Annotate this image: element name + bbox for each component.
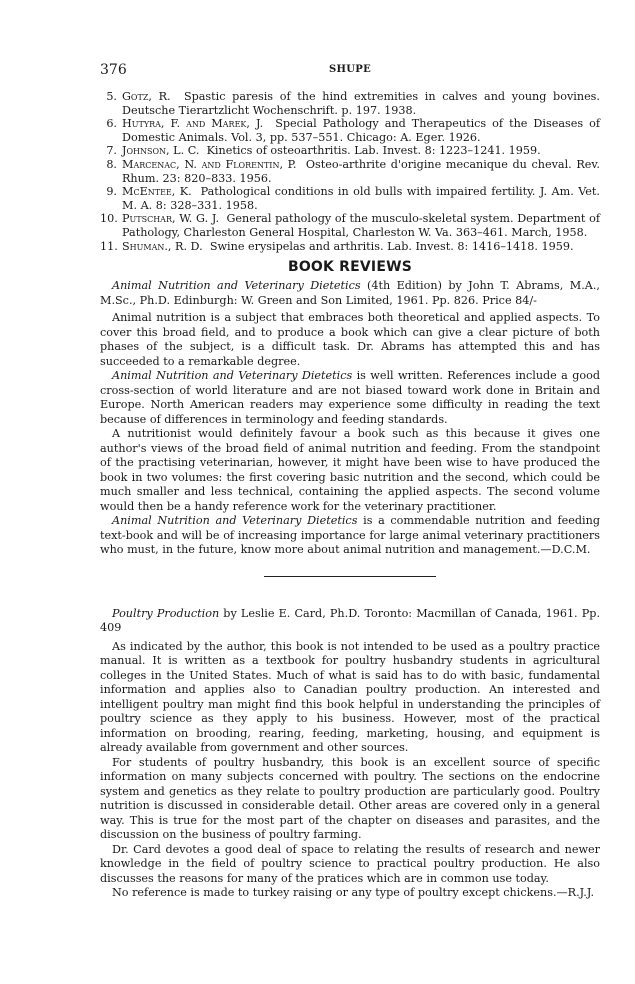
citation-details: by Leslie E. Card, Ph.D. Toronto: Macmillan of Canada, 1961. Pp. 409	[100, 606, 600, 635]
reference-text: Kinetics of osteoarthritis. Lab. Invest. 8: 1223–1241. 1959.	[206, 144, 541, 158]
review-poultry-production	[100, 607, 600, 901]
paragraph-text: A nutritionist would definitely favour a book such as this because it gives one author's views of the broad field of animal nutrition and feeding. From the standpoint of the practising veterinarian, however, it might have been wise to have produced the book in two volumes: the first covering basic nutrition and the second, which could be much smaller and less technical, containing the applied aspects. The second volume would then be a handy reference work for the veterinary practitioner.	[100, 427, 600, 513]
review-paragraph	[100, 756, 600, 843]
paragraph-text: is a commendable nutrition and feeding text-book and will be of increasing importance for large animal veterinary practitioners who must, in the future, know more about animal nutrition and management.—D.C.M.	[100, 514, 600, 557]
reference-text: General pathology of the musculo-skeletal system. Department of Pathology, Charleston General Hospital, Charleston W. Va. 363–461. March, 1958.	[122, 212, 600, 239]
page-number: 376	[100, 62, 127, 78]
reference-item	[100, 90, 600, 117]
review-paragraph	[100, 640, 600, 756]
citation-details: (4th Edition) by John T. Abrams, M.A., M.Sc., Ph.D. Edinburgh: W. Green and Son Limited, 1961. Pp. 826. Price 84/-	[100, 279, 600, 307]
reference-authors: Marcenac, N. and Florentin, P.	[122, 157, 297, 171]
reference-text: Pathological conditions in old bulls with impaired fertility. J. Am. Vet. M. A. 8: 328–331. 1958.	[122, 185, 600, 212]
reference-authors: Shuman., R. D.	[122, 239, 203, 253]
reference-text: Special Pathology and Therapeutics of the Diseases of Domestic Animals. Vol. 3, pp. 537–551. Chicago: A. Eger. 1926.	[122, 117, 601, 144]
paragraph-text: Dr. Card devotes a good deal of space to relating the results of research and newer knowledge in the field of poultry science to practical poultry production. He also discusses the reasons for many of the pratices which are in common use today.	[100, 842, 600, 885]
reference-number: 8.	[106, 157, 117, 171]
reference-number: 10.	[100, 212, 118, 226]
section-title: BOOK REVIEWS	[287, 259, 413, 276]
review-paragraph	[100, 311, 600, 369]
review-paragraph	[100, 886, 600, 901]
reference-text: Osteo-arthrite d'origine mecanique du cheval. Rev. Rhum. 23: 820–833. 1956.	[122, 157, 600, 185]
review-citation	[100, 279, 600, 308]
reference-item	[100, 240, 600, 254]
reference-authors: McEntee, K.	[122, 185, 192, 199]
reference-item	[100, 212, 600, 239]
reference-authors: Johnson, L. C.	[122, 144, 200, 158]
review-paragraph	[100, 843, 600, 887]
running-head	[100, 62, 600, 82]
reference-number: 11.	[100, 239, 118, 253]
reference-text: Swine erysipelas and arthritis. Lab. Invest. 8: 1416–1418. 1959.	[209, 239, 574, 253]
reference-item	[100, 185, 600, 212]
reference-number: 5.	[106, 90, 117, 103]
reference-item	[100, 117, 600, 144]
paragraph-text: No reference is made to turkey raising or any type of poultry except chickens.—R.J.J.	[112, 886, 595, 900]
running-title: SHUPE	[328, 64, 372, 75]
review-animal-nutrition	[100, 279, 600, 558]
review-paragraph	[100, 427, 600, 514]
section-divider	[264, 576, 436, 577]
review-paragraph	[100, 369, 600, 427]
reference-text: Spastic paresis of the hind extremities in calves and young bovines. Deutsche Tierartzlicht Wochenschrift. p. 197. 1938.	[122, 90, 600, 117]
book-title: Poultry Production	[112, 606, 220, 620]
book-title: Animal Nutrition and Veterinary Dietetics	[112, 279, 361, 293]
reference-number: 9.	[106, 185, 117, 199]
reference-list	[100, 90, 600, 253]
reference-item	[100, 144, 600, 158]
reference-authors: Gotz, R.	[122, 90, 171, 103]
paragraph-lead-title: Animal Nutrition and Veterinary Dietetics	[112, 369, 353, 383]
reference-authors: Putschar, W. G. J.	[122, 212, 220, 226]
reference-number: 6.	[106, 117, 117, 131]
review-paragraph	[100, 514, 600, 558]
review-citation	[100, 607, 600, 636]
paragraph-text: For students of poultry husbandry, this book is an excellent source of specific information on many subjects concerned with poultry. The sections on the endocrine system and genetics as they relate to poultry production are particularly good. Poultry nutrition is discussed in considerable detail. Other areas are covered only in a general way. This is true for the most part of the chapter on diseases and parasites, and the discussion on the business of poultry farming.	[100, 755, 600, 842]
paragraph-lead-title: Animal Nutrition and Veterinary Dietetics	[112, 514, 358, 528]
reference-number: 7.	[106, 144, 117, 158]
reference-item	[100, 158, 600, 185]
page	[100, 62, 600, 901]
paragraph-text: is well written. References include a good cross-section of world literature and are not biased toward work done in Britain and Europe. North American readers may experience some difficulty in reading the text because of differences in terminology and feeding standards.	[100, 369, 600, 426]
reference-authors: Hutyra, F. and Marek, J.	[122, 117, 264, 131]
paragraph-text: As indicated by the author, this book is not intended to be used as a poultry practice manual. It is written as a textbook for poultry husbandry students in agricultural colleges in the United States. Much of what is said has to do with basic, fundamental information and applies also to Canadian poultry production. An interested and intelligent poultry man might find this book helpful in understanding the principles of poultry science as they apply to his business. However, most of the practical information on brooding, rearing, feeding, marketing, housing, and equipment is already available from government and other sources.	[100, 639, 600, 755]
paragraph-text: Animal nutrition is a subject that embraces both theoretical and applied aspects. To cover this broad field, and to produce a book which can give a clear picture of both phases of the subject, is a difficult task. Dr. Abrams has attempted this and has succeeded to a remarkable degree.	[100, 311, 600, 368]
